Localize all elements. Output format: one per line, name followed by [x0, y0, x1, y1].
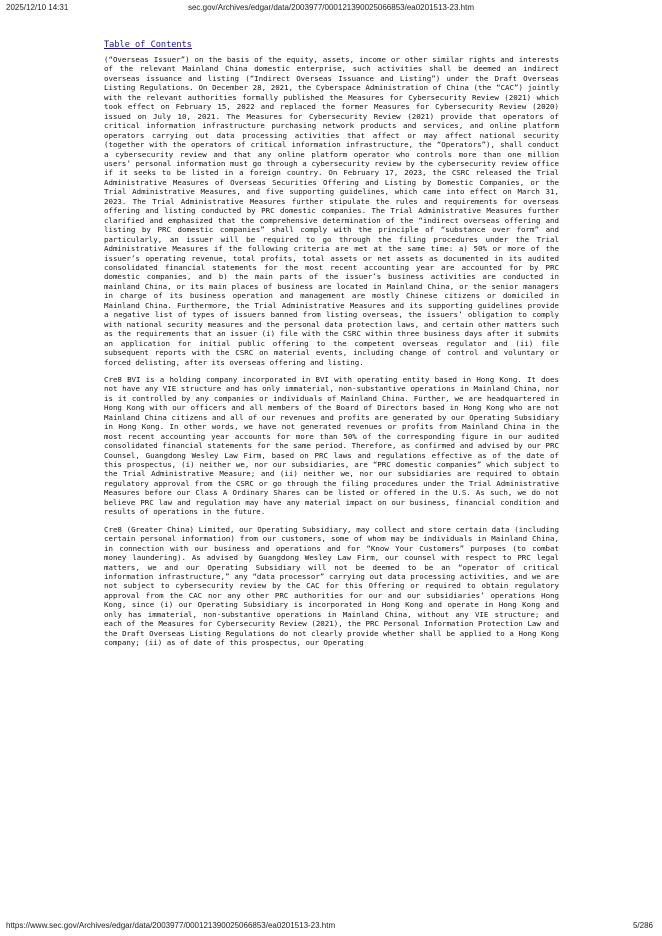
print-url: sec.gov/Archives/edgar/data/2003977/000121390025066853/ea0201513-23.htm: [187, 3, 474, 12]
table-of-contents-link[interactable]: Table of Contents: [104, 40, 192, 50]
browser-print-header: [0, 3, 662, 15]
document-body: [104, 55, 559, 656]
footer-url: https://www.sec.gov/Archives/edgar/data/2003977/000121390025066853/ea0201513-23.htm: [6, 921, 336, 930]
paragraph-cre8-greater-china: Cre8 (Greater China) Limited, our Operating Subsidiary, may collect and store certain data (including certain personal information) from our customers, some of whom may be individuals in Mainland China, in connection with our business and operations and for “Know Your Customers” purposes (to combat money laundering). As advised by Guangdong Wesley Law Firm, our counsel with respect to PRC legal matters, we and our Operating Subsidiary will not be deemed to be an “operator of critical information infrastructure,” any “data processor” carrying out data processing activities, and we are not subject to cybersecurity review by the CAC for this Offering or required to obtain regulatory approval from the CAC nor any other PRC authorities for our and our subsidiaries’ operations Hong Kong, since (i) our Operating Subsidiary is incorporated in Hong Kong and operate in Hong Kong and only has immaterial, non-substantive operations in Mainland China, without any VIE structure; and each of the Measures for Cybersecurity Review (2021), the PRC Personal Information Protection Law and the Draft Overseas Listing Regulations do not clearly provide whether shall be applied to a Hong Kong company; (ii) as of date of this prospectus, our Operating: [104, 524, 559, 648]
paragraph-cre8-bvi: Cre8 BVI is a holding company incorporated in BVI with operating entity based in Hong Kong. It does not have any VIE structure and has only immaterial, non-substantive operations in Mainland China, nor is it controlled by any companies or individuals of Mainland China. Further, we are headquartered in Hong Kong with our officers and all members of the Board of Directors based in Hong Kong who are not Mainland China citizens and all of our revenues and profits are generated by our Operating Subsidiary in Hong Kong. In other words, we have not generated revenues or profits from Mainland China in the most recent accounting year accounts for more than 50% of the corresponding figure in our audited consolidated financial statements for the same period. Therefore, as confirmed and advised by our PRC Counsel, Guangdong Wesley Law Firm, based on PRC laws and regulations effective as of the date of this prospectus, (i) neither we, nor our subsidiaries, are “PRC domestic companies” which subject to the Trial Administrative Measure; and (ii) neither we, nor our subsidiaries are required to obtain regulatory approval from the CSRC or go through the filing procedures under the Trial Administrative Measures before our Class A Ordinary Shares can be listed or offered in the U.S. As such, we do not believe PRC law and regulation may have any material impact on our business, financial condition and results of operations in the future.: [104, 374, 559, 517]
page-number: 5/286: [632, 921, 653, 930]
browser-print-footer: [0, 921, 662, 933]
paragraph-overseas-issuer: (“Overseas Issuer”) on the basis of the equity, assets, income or other similar rights and interests of the relevant Mainland China domestic enterprise, such activities shall be deemed an indirect overseas issuance and listing (“Indirect Overseas Issuance and Listing”) under the Draft Overseas Listing Regulations. On December 28, 2021, the Cyberspace Administration of China (the “CAC”) jointly with the relevant authorities formally published the Measures for Cybersecurity Review (2021) which took effect on February 15, 2022 and replaced the former Measures for Cybersecurity Review (2020) issued on July 10, 2021. The Measures for Cybersecurity Review (2021) provide that operators of critical information infrastructure purchasing network products and services, and online platform operators carrying out data processing activities that affect or may affect national security (together with the operators of critical information infrastructure, the “Operators”), shall conduct a cybersecurity review and that any online platform operator who controls more than one million users’ personal information must go through a cybersecurity review by the cybersecurity review office if it seeks to be listed in a foreign country. On February 17, 2023, the CSRC released the Trial Administrative Measures of Overseas Securities Offering and Listing by Domestic Companies, or the Trial Administrative Measures, and five supporting guidelines, which came into effect on March 31, 2023. The Trial Administrative Measures further stipulate the rules and requirements for overseas offering and listing conducted by PRC domestic companies. The Trial Administrative Measures further clarified and emphasized that the comprehensive determination of the “indirect overseas offering and listing by PRC domestic companies” shall comply with the principle of “substance over form” and particularly, an issuer will be required to go through the filing procedures under the Trial Administrative Measures if the following criteria are met at the same time: a) 50% or more of the issuer’s operating revenue, total profits, total assets or net assets as documented in its audited consolidated financial statements for the most recent accounting year are accounted for by PRC domestic companies, and b) the main parts of the issuer’s business activities are conducted in mainland China, or its main places of business are located in Mainland China, or the senior managers in charge of its business operation and management are mostly Chinese citizens or domiciled in Mainland China. Furthermore, the Trial Administrative Measures and its supporting guidelines provide a negative list of types of issuers banned from listing overseas, the issuers’ obligation to comply with national security measures and the personal data protection laws, and certain other matters such as the requirements that an issuer (i) file with the CSRC within three business days after it submits an application for initial public offering to the competent overseas regulator and (ii) file subsequent reports with the CSRC on material events, including change of control and voluntary or forced delisting, after its overseas offering and listing.: [104, 55, 559, 367]
print-datetime: 2025/12/10 14:31: [6, 3, 69, 12]
